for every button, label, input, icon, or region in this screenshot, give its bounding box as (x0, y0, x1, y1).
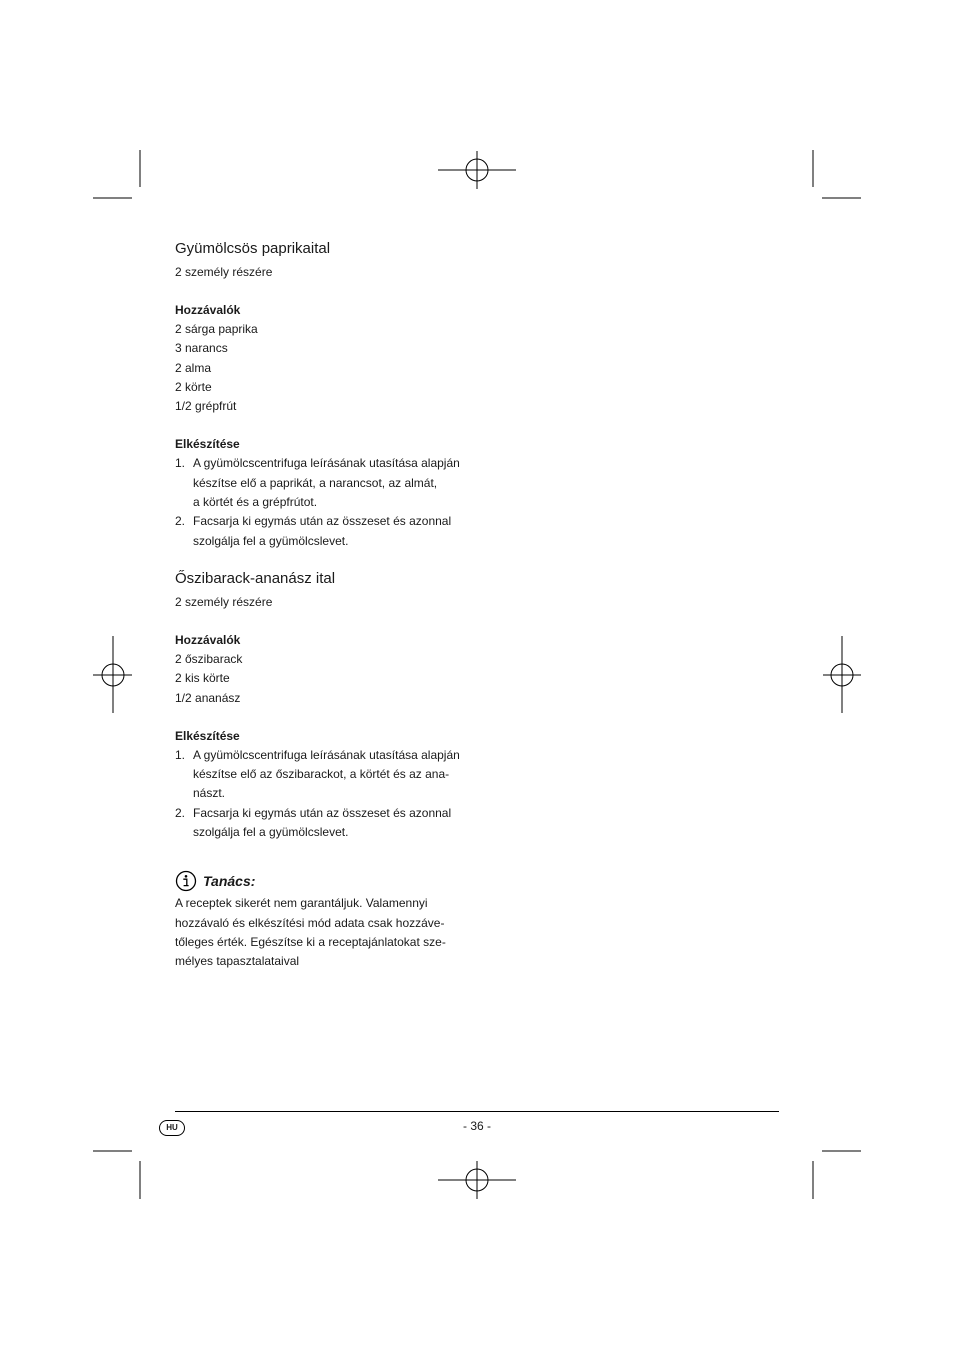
ingredient-item: 2 őszibarack (175, 651, 243, 666)
step-line: szolgálja fel a gyümölcslevet. (193, 533, 349, 548)
ingredient-item: 2 körte (175, 379, 212, 394)
ingredients-list (175, 320, 475, 416)
step-line: A gyümölcscentrifuga leírásának utasítása alapján (193, 456, 460, 471)
tip-line: hozzávaló és elkészítési mód adata csak hozzáve- (175, 915, 445, 930)
step-item (175, 512, 475, 551)
ingredients-list (175, 650, 475, 708)
step-number: 2. (175, 805, 186, 820)
page-number: - 36 - (462, 1119, 491, 1133)
step-number: 1. (175, 747, 186, 762)
step-number: 2. (175, 514, 186, 529)
tip-title: Tanács: (203, 873, 256, 890)
ingredients-heading: Hozzávalók (175, 303, 241, 317)
page-content (175, 238, 475, 972)
ingredient-item: 3 narancs (175, 341, 228, 356)
tip-box (175, 870, 475, 971)
ingredient-item: 1/2 ananász (175, 690, 241, 705)
recipe-title: Őszibarack-ananász ital (175, 569, 336, 587)
step-line: Facsarja ki egymás után az összeset és azonnal (193, 805, 452, 820)
step-item (175, 454, 475, 512)
step-line: készítse elő a paprikát, a narancsot, az almát, (193, 475, 438, 490)
preparation-heading: Elkészítése (175, 728, 240, 743)
tip-line: tőleges érték. Egészítse ki a receptajánlatokat sze- (175, 934, 446, 949)
preparation-steps (175, 746, 475, 842)
step-line: a körtét és a grépfrútot. (193, 495, 318, 510)
recipe-1 (175, 238, 475, 551)
ingredient-item: 2 sárga paprika (175, 322, 258, 336)
tip-line: mélyes tapasztalataival (175, 954, 300, 969)
ingredient-item: 1/2 grépfrút (175, 399, 237, 414)
ingredient-item: 2 kis körte (175, 671, 230, 686)
step-line: nászt. (193, 786, 226, 801)
recipe-serves: 2 személy részére (175, 594, 273, 609)
ingredients-heading: Hozzávalók (175, 632, 241, 647)
tip-header (175, 870, 475, 892)
step-line: Facsarja ki egymás után az összeset és azonnal (193, 514, 452, 529)
recipe-serves: 2 személy részére (175, 265, 273, 279)
recipe-2 (175, 568, 475, 842)
language-badge: HU (159, 1120, 185, 1136)
info-icon (175, 870, 197, 892)
tip-line: A receptek sikerét nem garantáljuk. Valamennyi (175, 896, 428, 911)
preparation-steps (175, 454, 475, 550)
preparation-heading: Elkészítése (175, 437, 240, 452)
ingredient-item: 2 alma (175, 360, 212, 375)
step-item (175, 746, 475, 804)
step-number: 1. (175, 456, 186, 471)
tip-text (175, 894, 470, 971)
step-line: szolgálja fel a gyümölcslevet. (193, 825, 349, 840)
step-line: készítse elő az őszibarackot, a körtét és az ana- (193, 767, 450, 782)
step-item (175, 804, 475, 843)
footer-divider (175, 1111, 779, 1112)
step-line: A gyümölcscentrifuga leírásának utasítása alapján (193, 747, 460, 762)
recipe-title: Gyümölcsös paprikaital (175, 240, 331, 257)
